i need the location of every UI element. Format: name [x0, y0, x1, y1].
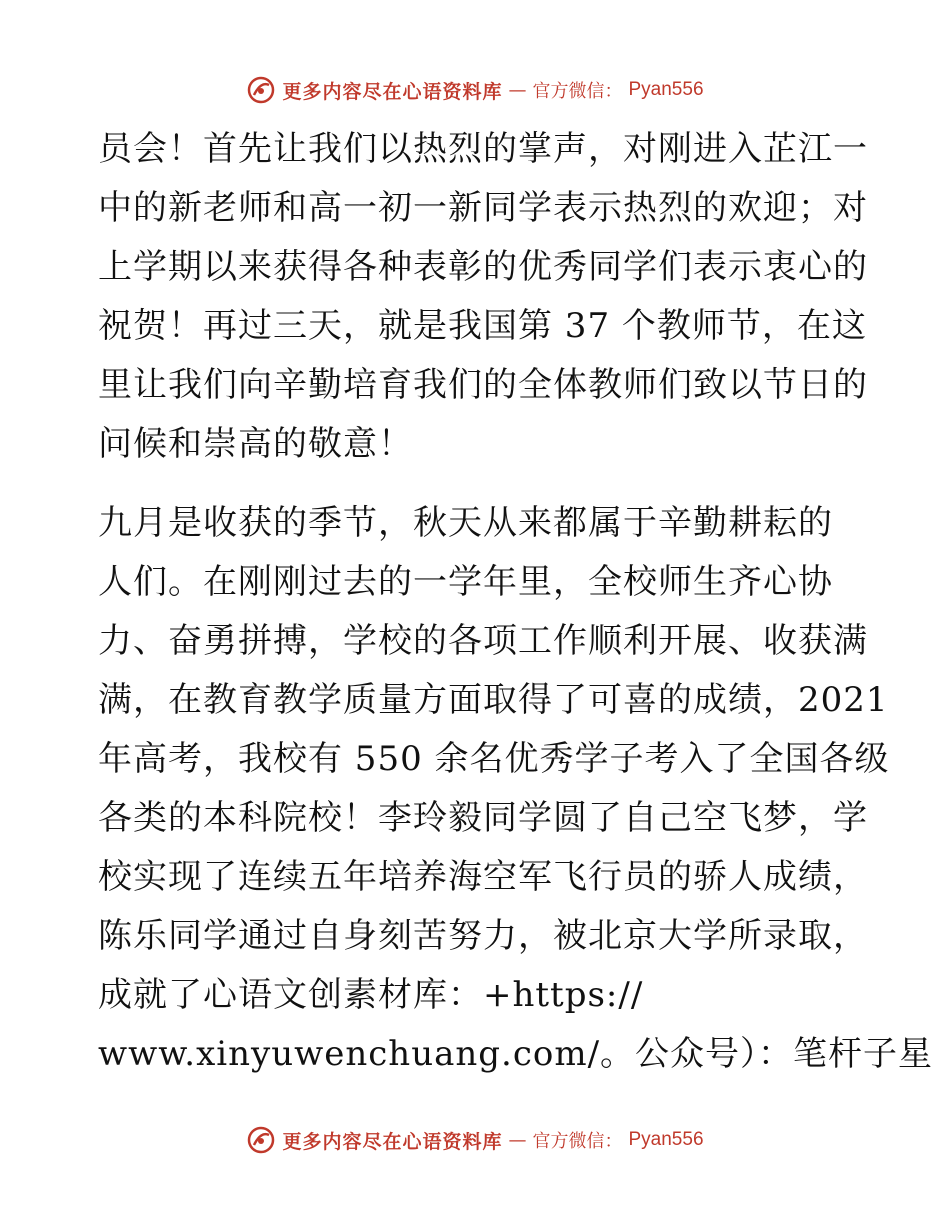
text-line: 祝贺！再过三天，就是我国第 37 个教师节，在这: [98, 306, 867, 346]
text-line: 人们。在刚刚过去的一学年里，全校师生齐心协: [98, 562, 833, 602]
text-line: 各类的本科院校！李玲毅同学圆了自己空飞梦，学: [98, 798, 868, 838]
text-line: 成就了心语文创素材库：+https://: [98, 975, 644, 1015]
text-line: 年高考，我校有 550 余名优秀学子考入了全国各级: [98, 739, 890, 779]
text-line: 中的新老师和高一初一新同学表示热烈的欢迎；对: [98, 188, 868, 228]
watermark-official-label: 官方微信：: [532, 1131, 623, 1152]
watermark-dash: —: [508, 1129, 527, 1151]
text-line: 校实现了连续五年培养海空军飞行员的骄人成绩，: [98, 857, 868, 897]
text-line: 上学期以来获得各种表彰的优秀同学们表示衷心的: [98, 247, 868, 287]
footer-watermark: [0, 1122, 950, 1158]
watermark-wechat-id: Pyan556: [628, 79, 704, 100]
paragraph-2: [98, 494, 934, 1084]
text-line: 力、奋勇拼搏，学校的各项工作顺利开展、收获满: [98, 621, 868, 661]
text-line: 九月是收获的季节，秋天从来都属于辛勤耕耘的: [98, 503, 833, 543]
paragraph-gap: [98, 474, 858, 494]
watermark-dash: —: [508, 79, 527, 101]
watermark-wechat-id: Pyan556: [628, 1129, 704, 1150]
text-line: www.xinyuwenchuang.com/。公众号）：笔杆子星: [98, 1034, 934, 1074]
logo-icon: [246, 1125, 276, 1155]
document-body: [98, 120, 934, 1084]
logo-icon: [246, 75, 276, 105]
header-watermark: [0, 72, 950, 108]
watermark-official-label: 官方微信：: [532, 81, 623, 102]
watermark-text: 更多内容尽在心语资料库: [282, 80, 503, 103]
text-line: 满，在教育教学质量方面取得了可喜的成绩，2021: [98, 680, 889, 720]
text-line: 员会！首先让我们以热烈的掌声，对刚进入芷江一: [98, 129, 868, 169]
text-line: 里让我们向辛勤培育我们的全体教师们致以节日的: [98, 365, 868, 405]
text-line: 问候和崇高的敬意！: [98, 424, 413, 464]
watermark-text: 更多内容尽在心语资料库: [282, 1130, 503, 1153]
text-line: 陈乐同学通过自身刻苦努力，被北京大学所录取，: [98, 916, 868, 956]
paragraph-1: [98, 120, 868, 474]
